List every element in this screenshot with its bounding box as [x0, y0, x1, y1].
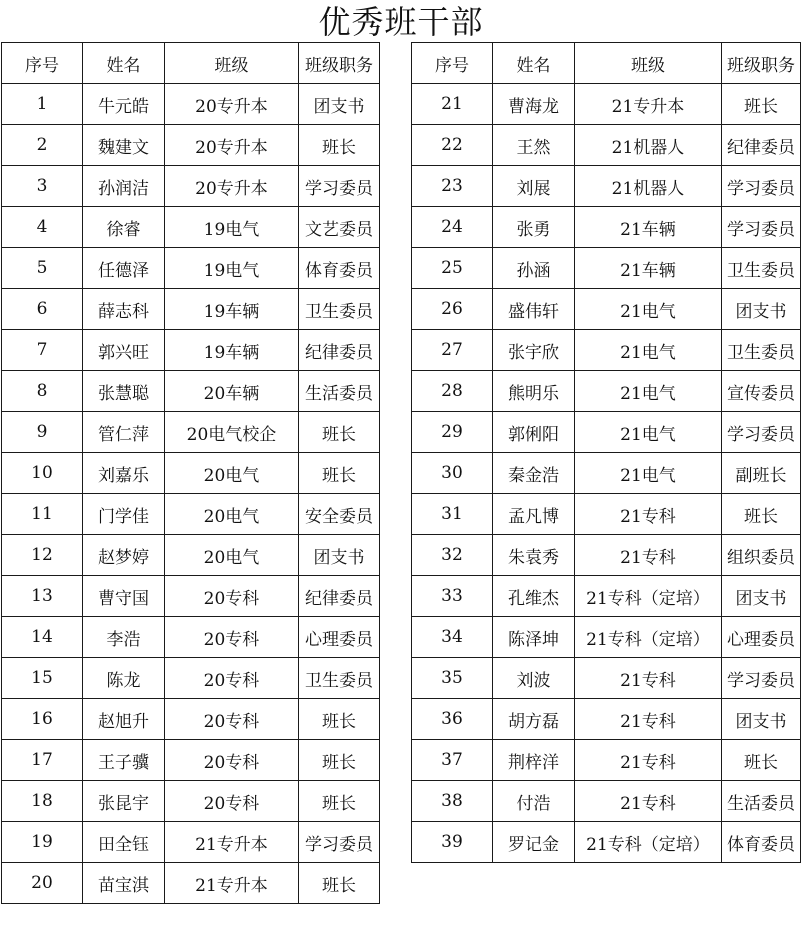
cell-index: 6 [2, 289, 83, 330]
cell-name: 刘波 [493, 658, 575, 699]
cadre-table-right [411, 42, 801, 863]
cell-class: 19车辆 [165, 289, 299, 330]
cell-position: 宣传委员 [722, 371, 801, 412]
cell-name: 陈泽坤 [493, 617, 575, 658]
cell-index: 21 [412, 84, 493, 125]
cell-name: 徐睿 [83, 207, 165, 248]
cell-position: 学习委员 [722, 412, 801, 453]
cell-class: 20专科 [165, 617, 299, 658]
table-row [2, 617, 380, 658]
cell-position: 班长 [299, 699, 380, 740]
cell-name: 薛志科 [83, 289, 165, 330]
table-row [412, 207, 801, 248]
cell-name: 付浩 [493, 781, 575, 822]
cell-position: 团支书 [722, 699, 801, 740]
cell-index: 9 [2, 412, 83, 453]
table-row [2, 822, 380, 863]
cell-class: 20专升本 [165, 125, 299, 166]
cell-index: 39 [412, 822, 493, 863]
cell-class: 21专升本 [165, 822, 299, 863]
cell-index: 36 [412, 699, 493, 740]
table-row [2, 125, 380, 166]
cell-class: 20专科 [165, 576, 299, 617]
cell-index: 29 [412, 412, 493, 453]
cell-index: 28 [412, 371, 493, 412]
header-index: 序号 [412, 43, 493, 84]
table-row [2, 289, 380, 330]
cell-position: 副班长 [722, 453, 801, 494]
table-row [2, 412, 380, 453]
cell-class: 21专科 [575, 494, 722, 535]
table-row [412, 822, 801, 863]
cell-class: 21专科 [575, 699, 722, 740]
cell-name: 盛伟轩 [493, 289, 575, 330]
cell-name: 李浩 [83, 617, 165, 658]
cell-name: 张慧聪 [83, 371, 165, 412]
cell-name: 田全钰 [83, 822, 165, 863]
table-row [412, 740, 801, 781]
cell-index: 5 [2, 248, 83, 289]
table-row [2, 207, 380, 248]
cell-name: 孙润洁 [83, 166, 165, 207]
cell-index: 8 [2, 371, 83, 412]
table-row [2, 371, 380, 412]
cell-name: 张宇欣 [493, 330, 575, 371]
cell-position: 卫生委员 [722, 248, 801, 289]
cell-position: 学习委员 [722, 166, 801, 207]
table-row [412, 453, 801, 494]
cell-position: 团支书 [722, 289, 801, 330]
cell-name: 王然 [493, 125, 575, 166]
table-header-row [412, 43, 801, 84]
cell-class: 20电气 [165, 535, 299, 576]
table-row [412, 248, 801, 289]
table-row [412, 699, 801, 740]
cell-index: 38 [412, 781, 493, 822]
cell-class: 21专科 [575, 658, 722, 699]
cadre-table-left [1, 42, 380, 904]
table-row [2, 781, 380, 822]
cell-position: 组织委员 [722, 535, 801, 576]
cell-position: 班长 [299, 412, 380, 453]
cell-class: 21机器人 [575, 166, 722, 207]
cell-class: 19电气 [165, 248, 299, 289]
cell-index: 2 [2, 125, 83, 166]
cell-position: 纪律委员 [722, 125, 801, 166]
header-class: 班级 [165, 43, 299, 84]
cell-index: 32 [412, 535, 493, 576]
cell-index: 17 [2, 740, 83, 781]
cell-position: 体育委员 [299, 248, 380, 289]
cell-index: 25 [412, 248, 493, 289]
cell-class: 20专科 [165, 740, 299, 781]
cell-position: 纪律委员 [299, 330, 380, 371]
header-index: 序号 [2, 43, 83, 84]
cell-position: 学习委员 [299, 166, 380, 207]
cell-index: 19 [2, 822, 83, 863]
cell-index: 22 [412, 125, 493, 166]
cell-class: 21电气 [575, 289, 722, 330]
cell-class: 20专升本 [165, 166, 299, 207]
cell-index: 15 [2, 658, 83, 699]
cell-position: 学习委员 [299, 822, 380, 863]
cell-class: 20专升本 [165, 84, 299, 125]
cell-position: 团支书 [722, 576, 801, 617]
cell-class: 21专科 [575, 740, 722, 781]
cell-position: 团支书 [299, 535, 380, 576]
cell-class: 20专科 [165, 781, 299, 822]
table-header-row [2, 43, 380, 84]
cell-index: 3 [2, 166, 83, 207]
cell-class: 21专升本 [575, 84, 722, 125]
cell-position: 班长 [722, 494, 801, 535]
header-position: 班级职务 [299, 43, 380, 84]
cell-index: 31 [412, 494, 493, 535]
cell-index: 7 [2, 330, 83, 371]
cell-index: 20 [2, 863, 83, 904]
table-row [412, 781, 801, 822]
cell-position: 纪律委员 [299, 576, 380, 617]
cell-index: 4 [2, 207, 83, 248]
cell-index: 37 [412, 740, 493, 781]
cell-index: 18 [2, 781, 83, 822]
cell-name: 孙涵 [493, 248, 575, 289]
cell-index: 34 [412, 617, 493, 658]
cell-name: 王子骥 [83, 740, 165, 781]
cell-class: 21机器人 [575, 125, 722, 166]
cell-class: 21车辆 [575, 207, 722, 248]
cell-name: 曹守国 [83, 576, 165, 617]
cell-class: 21专科 [575, 535, 722, 576]
cell-position: 班长 [299, 453, 380, 494]
cell-position: 文艺委员 [299, 207, 380, 248]
table-row [2, 740, 380, 781]
cell-position: 班长 [299, 125, 380, 166]
cell-index: 24 [412, 207, 493, 248]
cell-class: 20电气 [165, 453, 299, 494]
cell-index: 33 [412, 576, 493, 617]
cell-position: 班长 [299, 863, 380, 904]
cell-position: 团支书 [299, 84, 380, 125]
cell-name: 刘嘉乐 [83, 453, 165, 494]
cell-class: 19车辆 [165, 330, 299, 371]
table-row [412, 412, 801, 453]
cell-name: 郭兴旺 [83, 330, 165, 371]
cell-name: 孔维杰 [493, 576, 575, 617]
cell-class: 21电气 [575, 330, 722, 371]
cell-index: 11 [2, 494, 83, 535]
table-row [412, 576, 801, 617]
header-name: 姓名 [83, 43, 165, 84]
page-title: 优秀班干部 [318, 3, 484, 41]
table-row [412, 494, 801, 535]
cell-class: 21电气 [575, 371, 722, 412]
table-row [2, 453, 380, 494]
cell-name: 孟凡博 [493, 494, 575, 535]
table-row [2, 248, 380, 289]
cell-name: 荆梓洋 [493, 740, 575, 781]
cell-position: 学习委员 [722, 658, 801, 699]
cell-name: 陈龙 [83, 658, 165, 699]
cell-class: 21专科（定培） [575, 822, 722, 863]
cell-name: 张勇 [493, 207, 575, 248]
cell-name: 苗宝淇 [83, 863, 165, 904]
cell-name: 曹海龙 [493, 84, 575, 125]
table-row [2, 166, 380, 207]
cell-class: 21专升本 [165, 863, 299, 904]
header-position: 班级职务 [722, 43, 801, 84]
cell-name: 管仁萍 [83, 412, 165, 453]
cell-index: 26 [412, 289, 493, 330]
cell-index: 1 [2, 84, 83, 125]
cell-index: 35 [412, 658, 493, 699]
table-row [412, 84, 801, 125]
cell-position: 生活委员 [722, 781, 801, 822]
cell-index: 23 [412, 166, 493, 207]
cell-class: 21专科（定培） [575, 576, 722, 617]
table-row [2, 658, 380, 699]
cell-position: 班长 [722, 84, 801, 125]
cell-name: 门学佳 [83, 494, 165, 535]
cell-class: 21电气 [575, 453, 722, 494]
cell-class: 19电气 [165, 207, 299, 248]
cell-position: 班长 [299, 740, 380, 781]
cell-name: 张昆宇 [83, 781, 165, 822]
cell-name: 任德泽 [83, 248, 165, 289]
cell-name: 秦金浩 [493, 453, 575, 494]
cell-position: 安全委员 [299, 494, 380, 535]
cell-class: 20电气校企 [165, 412, 299, 453]
table-row [412, 125, 801, 166]
table-row [412, 289, 801, 330]
cell-position: 卫生委员 [299, 658, 380, 699]
cell-index: 27 [412, 330, 493, 371]
cell-name: 魏建文 [83, 125, 165, 166]
cell-position: 学习委员 [722, 207, 801, 248]
cell-position: 班长 [299, 781, 380, 822]
cell-position: 心理委员 [722, 617, 801, 658]
cell-position: 班长 [722, 740, 801, 781]
cell-index: 12 [2, 535, 83, 576]
cell-name: 朱袁秀 [493, 535, 575, 576]
table-row [2, 863, 380, 904]
cell-name: 刘展 [493, 166, 575, 207]
cell-position: 体育委员 [722, 822, 801, 863]
cell-name: 熊明乐 [493, 371, 575, 412]
cell-position: 生活委员 [299, 371, 380, 412]
cell-index: 13 [2, 576, 83, 617]
table-row [412, 371, 801, 412]
cell-name: 牛元皓 [83, 84, 165, 125]
cell-index: 14 [2, 617, 83, 658]
table-row [412, 617, 801, 658]
cell-class: 21专科（定培） [575, 617, 722, 658]
cell-class: 20车辆 [165, 371, 299, 412]
cell-name: 胡方磊 [493, 699, 575, 740]
table-row [412, 166, 801, 207]
cell-class: 21专科 [575, 781, 722, 822]
cell-class: 21车辆 [575, 248, 722, 289]
table-row [412, 330, 801, 371]
cell-name: 赵梦婷 [83, 535, 165, 576]
table-row [2, 330, 380, 371]
cell-position: 心理委员 [299, 617, 380, 658]
header-class: 班级 [575, 43, 722, 84]
table-row [2, 84, 380, 125]
cell-name: 罗记金 [493, 822, 575, 863]
cell-name: 郭俐阳 [493, 412, 575, 453]
cell-class: 20电气 [165, 494, 299, 535]
table-row [412, 658, 801, 699]
cell-class: 21电气 [575, 412, 722, 453]
table-row [2, 699, 380, 740]
table-row [2, 576, 380, 617]
cell-class: 20专科 [165, 658, 299, 699]
table-row [2, 494, 380, 535]
cell-name: 赵旭升 [83, 699, 165, 740]
cell-index: 10 [2, 453, 83, 494]
table-row [2, 535, 380, 576]
table-row [412, 535, 801, 576]
cell-index: 16 [2, 699, 83, 740]
cell-class: 20专科 [165, 699, 299, 740]
cell-position: 卫生委员 [722, 330, 801, 371]
cell-position: 卫生委员 [299, 289, 380, 330]
cell-index: 30 [412, 453, 493, 494]
header-name: 姓名 [493, 43, 575, 84]
